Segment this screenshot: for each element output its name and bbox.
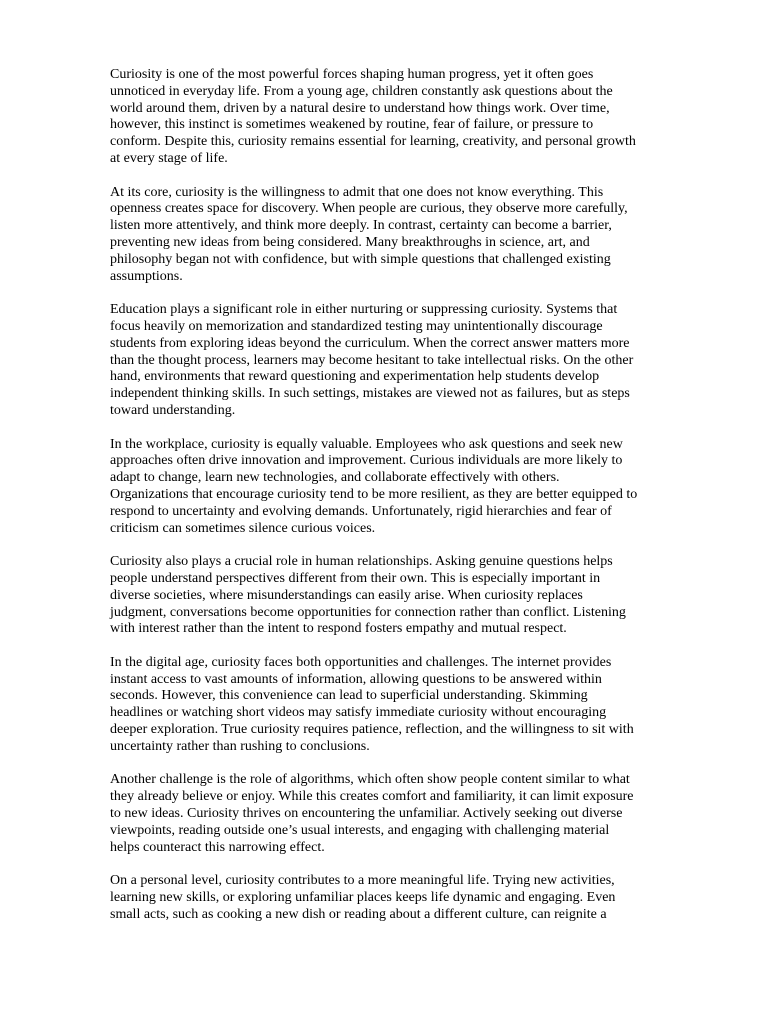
text-line: diverse societies, where misunderstandings can easily arise. When curiosity replaces <box>110 587 583 603</box>
text-line: learning new skills, or exploring unfamiliar places keeps life dynamic and engaging. Even <box>110 890 616 906</box>
text-line: Curiosity also plays a crucial role in human relationships. Asking genuine questions helps <box>110 554 613 570</box>
paragraph <box>110 437 700 538</box>
text-line: Curiosity is one of the most powerful forces shaping human progress, yet it often goes <box>110 67 594 82</box>
paragraph <box>110 655 700 756</box>
text-line: philosophy began not with confidence, but with simple questions that challenged existing <box>110 251 611 267</box>
text-line: unnoticed in everyday life. From a young age, children constantly ask questions about the <box>110 83 613 99</box>
text-line: hand, environments that reward questioning and experimentation help students develop <box>110 369 600 385</box>
text-line: assumptions. <box>110 268 183 284</box>
text-line: viewpoints, reading outside one’s usual interests, and engaging with challenging material <box>110 822 610 838</box>
paragraph <box>110 67 700 168</box>
text-line: judgment, conversations become opportunities for connection rather than conflict. Listening <box>110 604 626 620</box>
paragraph <box>110 554 700 638</box>
text-line: respond to uncertainty and evolving demands. Unfortunately, rigid hierarchies and fear of <box>110 503 612 519</box>
text-line: than the thought process, learners may become hesitant to take intellectual risks. On the other <box>110 352 634 368</box>
text-line: At its core, curiosity is the willingness to admit that one does not know everything. This <box>110 184 604 200</box>
text-line: conform. Despite this, curiosity remains essential for learning, creativity, and personal growth <box>110 134 636 150</box>
text-line: students from exploring ideas beyond the curriculum. When the correct answer matters more <box>110 335 630 351</box>
text-line: people understand perspectives different from their own. This is especially important in <box>110 570 601 586</box>
text-line: seconds. However, this convenience can lead to superficial understanding. Skimming <box>110 688 588 704</box>
paragraph <box>110 772 700 856</box>
document-body <box>110 67 700 940</box>
text-line: focus heavily on memorization and standardized testing may unintentionally discourage <box>110 318 603 334</box>
text-line: In the digital age, curiosity faces both opportunities and challenges. The internet provides <box>110 654 612 670</box>
text-line: however, this instinct is sometimes weakened by routine, fear of failure, or pressure to <box>110 117 594 133</box>
text-line: headlines or watching short videos may satisfy immediate curiosity without encouraging <box>110 705 607 721</box>
text-line: criticism can sometimes silence curious voices. <box>110 520 376 536</box>
text-line: uncertainty rather than rushing to conclusions. <box>110 738 370 754</box>
text-line: On a personal level, curiosity contributes to a more meaningful life. Trying new activities, <box>110 873 615 889</box>
paragraph <box>110 873 700 923</box>
text-line: to new ideas. Curiosity thrives on encountering the unfamiliar. Actively seeking out diverse <box>110 806 623 822</box>
text-line: small acts, such as cooking a new dish or reading about a different culture, can reignite a <box>110 906 607 922</box>
text-line: Organizations that encourage curiosity tend to be more resilient, as they are better equipped to <box>110 486 638 502</box>
paragraph <box>110 302 700 420</box>
paragraph <box>110 185 700 286</box>
text-line: Education plays a significant role in either nurturing or suppressing curiosity. Systems that <box>110 302 618 318</box>
text-line: deeper exploration. True curiosity requires patience, reflection, and the willingness to sit with <box>110 722 634 738</box>
text-line: instant access to vast amounts of information, allowing questions to be answered within <box>110 671 602 687</box>
text-line: listen more attentively, and think more deeply. In contrast, certainty can become a barrier, <box>110 218 612 234</box>
text-line: toward understanding. <box>110 402 236 418</box>
text-line: Another challenge is the role of algorithms, which often show people content similar to what <box>110 772 630 788</box>
text-line: preventing new ideas from being considered. Many breakthroughs in science, art, and <box>110 234 590 250</box>
text-line: helps counteract this narrowing effect. <box>110 839 325 855</box>
text-line: they already believe or enjoy. While this creates comfort and familiarity, it can limit exposure <box>110 789 634 805</box>
text-line: world around them, driven by a natural desire to understand how things work. Over time, <box>110 100 610 116</box>
text-line: independent thinking skills. In such settings, mistakes are viewed not as failures, but as steps <box>110 386 630 402</box>
text-line: In the workplace, curiosity is equally valuable. Employees who ask questions and seek new <box>110 436 623 452</box>
text-line: with interest rather than the intent to respond fosters empathy and mutual respect. <box>110 621 567 637</box>
text-line: adapt to change, learn new technologies, and collaborate effectively with others. <box>110 470 560 486</box>
text-line: approaches often drive innovation and improvement. Curious individuals are more likely to <box>110 453 623 469</box>
text-line: at every stage of life. <box>110 150 228 166</box>
text-line: openness creates space for discovery. When people are curious, they observe more carefully, <box>110 201 628 217</box>
